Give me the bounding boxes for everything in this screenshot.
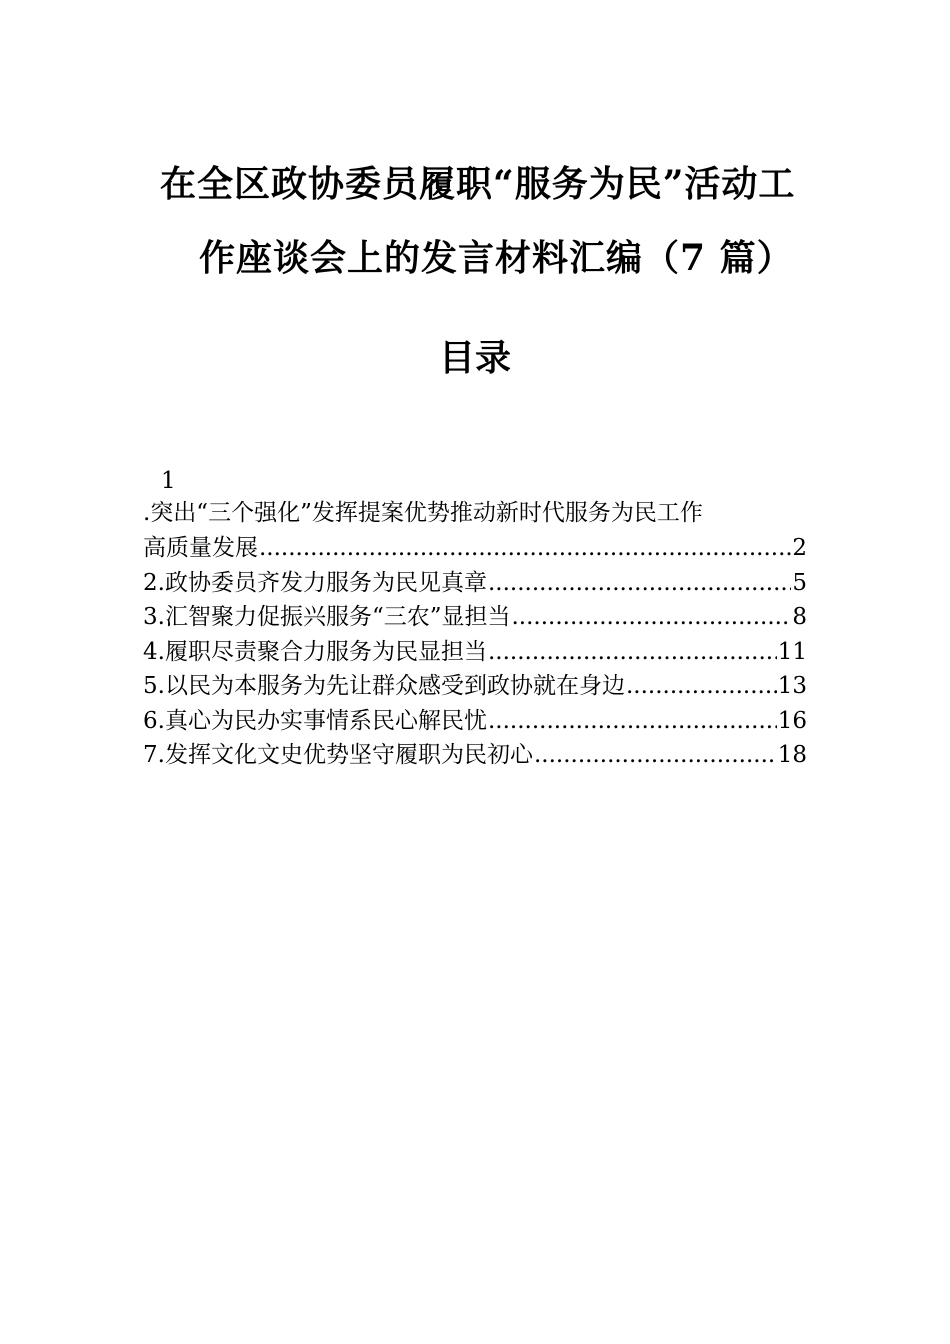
toc-item-2-row[interactable]	[143, 566, 807, 601]
document-title-line-1: 在全区政协委员履职“服务为民”活动工	[160, 163, 796, 205]
toc-leader-dots	[259, 531, 791, 566]
toc-leader-dots	[488, 704, 777, 739]
toc-item-1-row[interactable]	[143, 531, 807, 566]
toc-item-1-text-line-1[interactable]: .突出“三个强化”发挥提案优势推动新时代服务为民工作	[143, 500, 703, 526]
toc-item-6-label: 6.真心为民办实事情系民心解民忧	[143, 707, 487, 734]
toc-item-3-row[interactable]	[143, 600, 807, 635]
toc-item-1-text-line-2: 高质量发展	[143, 535, 258, 561]
toc-item-3-label: 3.汇智聚力促振兴服务“三农”显担当	[143, 604, 511, 630]
toc-item-6-row[interactable]	[143, 704, 807, 739]
toc-item-7-row[interactable]	[143, 738, 807, 773]
document-title-line-2: 作座谈会上的发言材料汇编（7 篇）	[199, 237, 794, 279]
toc-item-4-page: 11	[777, 638, 807, 665]
toc-item-2-label: 2.政协委员齐发力服务为民见真章	[143, 569, 487, 596]
toc-item-5-label: 5.以民为本服务为先让群众感受到政协就在身边	[143, 673, 625, 699]
toc-item-5-page: 13	[777, 673, 807, 699]
toc-item-7-page: 18	[777, 742, 807, 768]
toc-item-1-number: 1	[161, 468, 176, 494]
toc-item-3-page: 8	[792, 604, 807, 630]
toc-leader-dots	[511, 600, 791, 635]
toc-leader-dots	[488, 566, 791, 601]
table-of-contents	[143, 466, 807, 773]
toc-leader-dots	[626, 669, 777, 704]
toc-item-7-label: 7.发挥文化文史优势坚守履职为民初心	[143, 742, 533, 768]
toc-item-6-page: 16	[777, 707, 807, 734]
toc-leader-dots	[488, 635, 777, 670]
toc-item-2-page: 5	[792, 569, 807, 596]
toc-item-4-row[interactable]	[143, 635, 807, 670]
toc-item-4-label: 4.履职尽责聚合力服务为民显担当	[143, 638, 487, 665]
toc-item-5-row[interactable]	[143, 669, 807, 704]
toc-leader-dots	[534, 738, 777, 773]
toc-item-1-page: 2	[792, 535, 807, 561]
toc-heading: 目录	[438, 337, 511, 379]
